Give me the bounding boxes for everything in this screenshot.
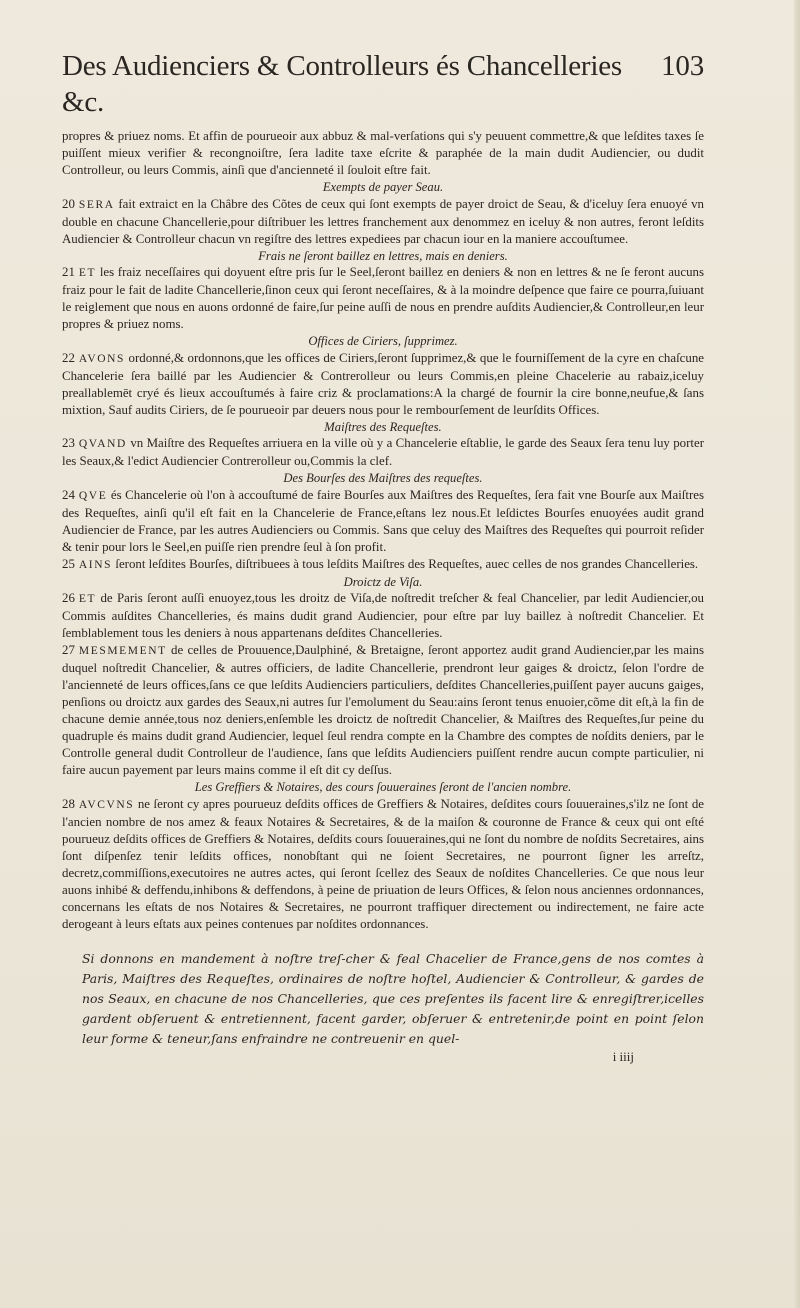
article-paragraph (62, 487, 704, 556)
article-text: fait extraict en la Châbre des Cõtes de ceux qui ſont exempts de payer droict de Seau, & d'iceluy ſera enuoyé vn double en chacune Chancellerie,pour diſtribuer les lettres franchement aux denommez en iceluy & non autres, feront leſdits Audiencier & Controlleur chacun vn regiſtre des lettres expediees par chacun iour en la maniere accouſtumee. (62, 196, 704, 246)
article-rubric: Offices de Ciriers, ſupprimez. (308, 334, 458, 348)
article-paragraph (62, 350, 704, 419)
article-text: vn Maiſtre des Requeſtes arriuera en la ville où y a Chancelerie eſtablie, le garde des Seaux ſera tenu luy porter les Seaux,& l'edict Audiencier Contrerolleur ou,Commis la clef. (62, 436, 704, 468)
article-rubric: Les Greffiers & Notaires, des cours ſouueraines ſeront de l'ancien nombre. (194, 780, 572, 794)
article-number: 25 (62, 556, 75, 571)
article-text: de Paris ſeront auſſi enuoyez,tous les droitz de Viſa,de noſtredit treſcher & feal Chancelier, par ledit Audiencier,ou Commis auſdites Chancelleries, és mains dudit grand Audiencier, pour eſtre par luy baillez à noſtredit Chancelier. Et ſemblablement tous les deniers à nous appartenans deſdites Chancelleries. (62, 591, 704, 640)
article-rubric: Frais ne ſeront baillez en lettres, mais en deniers. (258, 248, 508, 263)
page-edge (794, 0, 800, 1308)
article-text: ſeront leſdites Bourſes, diſtribuees à tous leſdits Maiſtres des Requeſtes, auec celles de nos grandes Chancelleries. (115, 556, 699, 571)
article-lead-word: QVAND (78, 438, 127, 450)
article-lead-word: SERA (78, 198, 115, 211)
intro-paragraph: propres & priuez noms. Et affin de pourueoir aux abbuz & mal-verſations qui s'y peuuent commettre,& que leſdites taxes ſe puiſſent mieux verifier & recongnoiſtre, ſera ladite taxe eſcrite & paraphée de la main dudit Audiencier, ou dudit Controlleur, ou leurs Commis, ainſi que d'ancienneté il ſouloit eſtre fait. (62, 129, 704, 177)
article-lead-word: AINS (78, 558, 113, 571)
body-text (62, 128, 704, 933)
article-number: 22 (62, 350, 75, 365)
page-number: 103 (661, 50, 704, 82)
article-text: ne ſeront cy apres pourueuz deſdits offices de Greffiers & Notaires, deſdites cours ſouueraines,s'ilz ne ſont de l'ancien nombre de nos amez & feaux Notaires & Secretaires, & de la maiſon & couronne de France & ceux qui ont eſté pourueuz deſdits offices de Greffiers & Notaires, deſdits cours ſouueraines,qui ne ſont du nombre de noſdits Secretaires, ains ſont diſpenſez tenir leſdits offices, nonobſtant qui ne ſoient Secretaires, ne pourront ſigner les arreſtz, decretz,commiſſions,executoires ne autres actes, qui ſeront ſcellez des Seaux de noſdites Chancelleries. Ce que nous leur auons inhibé & deffendu,inhibons & deffendons, à peine de priuation de leurs Offices, & ſelon nous anciennes ordonnances, concernans les eſtats de nos Notaires & Secretaires, ne pourront traffiquer directement ou indirectement, ne faire acte derogeant à leurs eſtats aux peines contenues par noſdites ordonnances. (62, 796, 704, 931)
article-lead-word: ET (78, 593, 97, 605)
article-paragraph (62, 196, 704, 248)
article-number: 28 (62, 796, 75, 811)
articles (62, 179, 704, 933)
article-rubric: Droictz de Viſa. (343, 574, 423, 589)
article-number: 26 (62, 591, 75, 605)
article-rubric: Exempts de payer Seau. (322, 180, 444, 194)
article-lead-word: ET (78, 267, 97, 279)
article-number: 21 (62, 265, 75, 279)
running-header (62, 48, 704, 120)
article-number: 20 (62, 196, 75, 211)
article-text: és Chancelerie où l'on à accouſtumé de faire Bourſes aux Maiſtres des Requeſtes, ſera fait vne Bourſe aux Maiſtres des Requeſtes, ainſi qu'il eſt fait en la Chancelerie de France,eſtans lez nous.Et leſdictes Bourſes enuoyées audit grand Audiencier de France, par les autres Audienciers ou Commis. Sans que celuy des Maiſtres des Requeſtes qui pourroit reſider & tenir pour lors le Seel,en puiſſe rien prendre ſeul à ſon profit. (62, 487, 705, 554)
article-paragraph (62, 796, 704, 933)
article-number: 23 (62, 436, 75, 450)
article-rubric: Des Bourſes des Maiſtres des requeſtes. (283, 471, 483, 485)
article-paragraph (62, 556, 704, 574)
article-paragraph (62, 264, 704, 333)
article-paragraph (62, 642, 704, 779)
article-number: 24 (62, 487, 75, 502)
header-title: Des Audienciers & Controlleurs és Chancelleries &c. (62, 50, 622, 118)
article-number: 27 (62, 643, 75, 657)
article-lead-word: AVONS (78, 352, 126, 365)
article-paragraph (62, 435, 704, 470)
closing-paragraph: Si donnons en mandement à noſtre treſ-cher & feal Chacelier de France,gens de nos comtes à Paris, Maiſtres des Requeſtes, ordinaires de noſtre hoſtel, Audiencier & Controlleur, & gardes de nos Seaux, en chacune de nos Chancelleries, que ces preſentes ils facent lire & enregiſtrer,icelles gardent obſeruent & entretiennent, facent garder, obſeruer & entretenir,de point en point ſelon leur forme & teneur,ſans enfraindre ne contreuenir en quel- (82, 950, 704, 1046)
article-text: de celles de Prouuence,Daulphiné, & Bretaigne, ſeront apportez audit grand Audiencier,par les mains duquel noſtredit Chancelier, & autres officiers, de ladite Chancellerie, prendront leur gaiges & droictz, ſelon l'ordre de l'ancienneté de leurs offices,ſans ce que leſdits Audienciers particuliers, deſdites Chancelleries,puiſſent payer aucuns gaiges, penſions ou droictz aux gardes des Seaux,ni autres ſur l'emolument du Seau:ains ſeront tenus enuoier,cõme dit eſt,à la fin de chacune demie année,tous noz deniers,enſemble les droictz de noſtredit Chancelier, & Maiſtres des Requeſtes,ſur peine du quadruple és mains dudit grand Audiencier, lequel ſeul rendra compte en la Chambre des comptes de noſdits deniers, par le Controlle general dudit Controlleur de l'audience, ſans que leſdits Audienciers puiſſent rendre aucun compte particulier, ni faire aucun payement par leurs mains comme il eſt dit cy deſſus. (62, 643, 704, 777)
article-lead-word: AVCVNS (78, 798, 135, 811)
article-lead-word: MESMEMENT (78, 645, 167, 657)
signature-mark: i iiij (612, 1048, 634, 1064)
article-paragraph (62, 590, 704, 642)
article-text: les fraiz neceſſaires qui doyuent eſtre pris ſur le Seel,ſeront baillez en deniers & non en lettres & ne ſe feront aucuns fraiz pour le fait de ladite Chancellerie,ſinon ceux qui ſeront neceſſaires, & à la moindre deſpence que faire ce pourra,ſuiuant le reiglement que nous en auons ordonné de faire,ſur peine auſſi de nous en prendre auſdits Audiencier,& Controlleur,en leur propres & priuez noms. (62, 265, 704, 331)
article-text: ordonné,& ordonnons,que les offices de Ciriers,ſeront ſupprimez,& que le fourniſſement de la cyre en chaſcune Chancelerie ſera baillé par les Audiencier & Contrerolleur ou leurs Commis,en pleine Chacelerie au rabaiz,iceluy preallablemēt cryé és lieux accouſtumés à faire criz & proclamations:A la chargé de fournir la cire bonne,neufue,& ſans mixtion, Sauf audits Ciriers, de ſe pourueoir par deuers nous pour le rembourſement de leurſdits Offices. (62, 350, 704, 417)
article-rubric: Maiſtres des Requeſtes. (324, 419, 442, 434)
article-lead-word: QVE (78, 489, 108, 502)
